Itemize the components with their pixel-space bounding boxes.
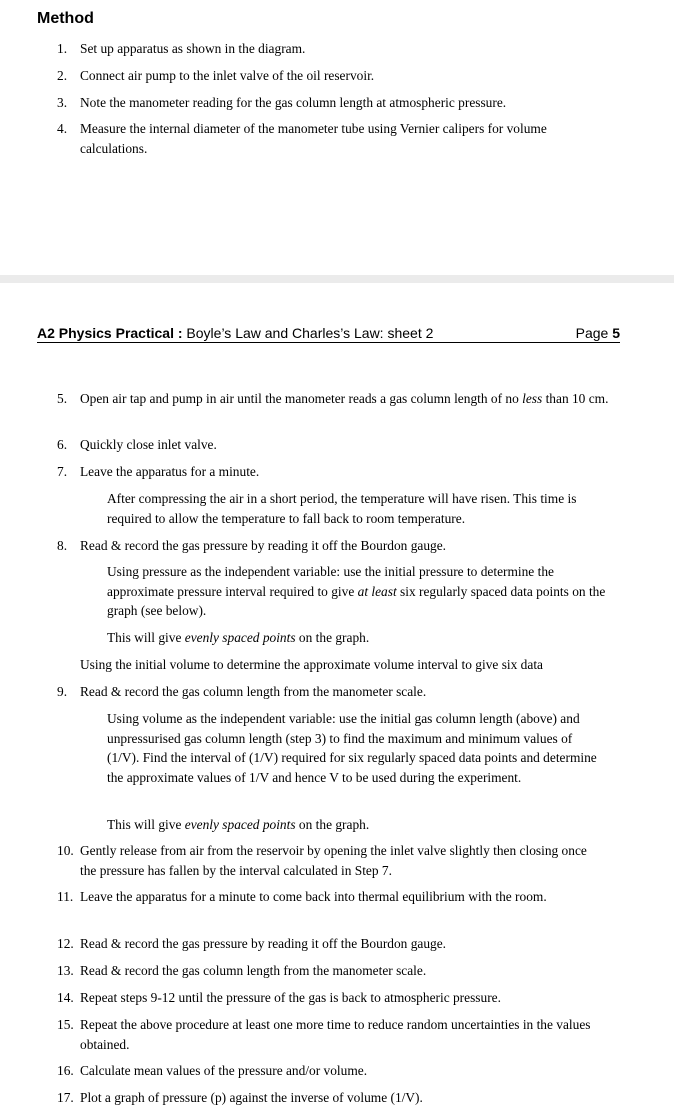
step-emphasis: less bbox=[522, 391, 543, 406]
step-number: 4. bbox=[57, 121, 68, 136]
step-text: Leave the apparatus for a minute to come back into thermal equilibrium with the room. bbox=[80, 889, 547, 904]
step-text: Gently release from air from the reservoir by opening the inlet valve slightly then closing once the pressure has fallen by the interval calculated in Step 7. bbox=[80, 843, 587, 878]
page-header-title bbox=[37, 325, 433, 341]
step-text: Read & record the gas column length from the manometer scale. bbox=[80, 684, 427, 699]
list-item bbox=[57, 66, 617, 86]
step-text: Read & record the gas pressure by reading it off the Bourdon gauge. bbox=[80, 936, 447, 951]
list-item bbox=[57, 39, 617, 59]
list-item bbox=[57, 435, 617, 455]
step-text: Calculate mean values of the pressure and/or volume. bbox=[80, 1063, 368, 1078]
step-number: 2. bbox=[57, 68, 68, 83]
step-text: Measure the internal diameter of the manometer tube using Vernier calipers for volume calculations. bbox=[80, 121, 547, 156]
step-number: 1. bbox=[57, 41, 68, 56]
step-number: 17. bbox=[57, 1090, 74, 1105]
step-emphasis: evenly spaced points bbox=[184, 630, 296, 645]
step-note-part: on the graph. bbox=[295, 817, 370, 832]
list-item bbox=[57, 1015, 617, 1054]
step-note bbox=[107, 815, 617, 835]
step-number: 6. bbox=[57, 437, 68, 452]
step-number: 14. bbox=[57, 990, 74, 1005]
step-text bbox=[80, 389, 617, 409]
step-number: 10. bbox=[57, 843, 74, 858]
step-text-part: Open air tap and pump in air until the manometer reads a gas column length of no bbox=[80, 391, 523, 406]
list-item bbox=[57, 682, 617, 702]
step-note-part: on the graph. bbox=[295, 630, 370, 645]
header-title-bold: A2 Physics Practical : bbox=[37, 325, 183, 341]
step-number: 12. bbox=[57, 936, 74, 951]
step-text: Repeat steps 9-12 until the pressure of the gas is back to atmospheric pressure. bbox=[80, 990, 501, 1005]
step-emphasis: at least bbox=[357, 583, 397, 599]
step-note-part: six regularly spaced data points on the graph (see below). bbox=[107, 583, 606, 618]
step-extra-line: Using the initial volume to determine the approximate volume interval to give six data bbox=[80, 657, 543, 672]
list-item bbox=[57, 536, 617, 556]
page-number-value: 5 bbox=[612, 325, 620, 341]
list-item bbox=[57, 841, 617, 880]
step-text: Set up apparatus as shown in the diagram. bbox=[80, 41, 306, 56]
step-text: Quickly close inlet valve. bbox=[80, 437, 217, 452]
list-item bbox=[57, 961, 617, 981]
step-number: 16. bbox=[57, 1063, 74, 1078]
step-number: 13. bbox=[57, 963, 74, 978]
step-text: Leave the apparatus for a minute. bbox=[80, 464, 260, 479]
step-note-part: This will give bbox=[107, 817, 185, 832]
step-note bbox=[107, 628, 617, 648]
step-number: 9. bbox=[57, 684, 68, 699]
list-item bbox=[57, 93, 617, 113]
page-header bbox=[37, 324, 620, 343]
step-text: Connect air pump to the inlet valve of the oil reservoir. bbox=[80, 68, 375, 83]
list-item bbox=[57, 119, 617, 158]
page-separator bbox=[0, 275, 674, 283]
list-item bbox=[57, 1061, 617, 1081]
step-note: After compressing the air in a short period, the temperature will have risen. This time is required to allow the temperature to fall back to room temperature. bbox=[107, 491, 577, 526]
method-heading: Method bbox=[37, 10, 94, 27]
step-number: 8. bbox=[57, 538, 68, 553]
step-text: Note the manometer reading for the gas column length at atmospheric pressure. bbox=[80, 95, 507, 110]
step-text: Read & record the gas column length from the manometer scale. bbox=[80, 963, 427, 978]
list-item bbox=[57, 988, 617, 1008]
step-note: Using volume as the independent variable: use the initial gas column length (above) and unpressurised gas column length (step 3) to find the maximum and minimum values of (1/V). Find the interval of (1/V) required for six regularly spaced data points and determine the approximate values of 1/V and hence V to be used during the experiment. bbox=[107, 711, 597, 785]
step-note-part: Using pressure as the independent variable: use the initial pressure to determine the approximate pressure interval required to give bbox=[107, 564, 554, 599]
page-label: Page bbox=[575, 325, 613, 341]
list-item bbox=[57, 934, 617, 954]
step-text: Read & record the gas pressure by reading it off the Bourdon gauge. bbox=[80, 538, 447, 553]
step-text-part: than 10 cm. bbox=[542, 391, 609, 406]
step-number: 15. bbox=[57, 1017, 74, 1032]
step-number: 7. bbox=[57, 464, 68, 479]
step-number: 5. bbox=[57, 391, 68, 406]
list-item bbox=[57, 887, 617, 907]
header-title-rest: Boyle’s Law and Charles’s Law: sheet 2 bbox=[182, 325, 434, 341]
list-item bbox=[57, 1088, 617, 1108]
step-note bbox=[107, 562, 617, 621]
step-number: 11. bbox=[57, 889, 74, 904]
page-number bbox=[576, 325, 620, 341]
step-note-part: This will give bbox=[107, 630, 185, 645]
step-number: 3. bbox=[57, 95, 68, 110]
step-text: Plot a graph of pressure (p) against the inverse of volume (1/V). bbox=[80, 1090, 423, 1105]
list-item bbox=[57, 462, 617, 482]
step-emphasis: evenly spaced points bbox=[184, 817, 296, 832]
step-text: Repeat the above procedure at least one more time to reduce random uncertainties in the values obtained. bbox=[80, 1017, 591, 1052]
list-item bbox=[57, 389, 617, 409]
